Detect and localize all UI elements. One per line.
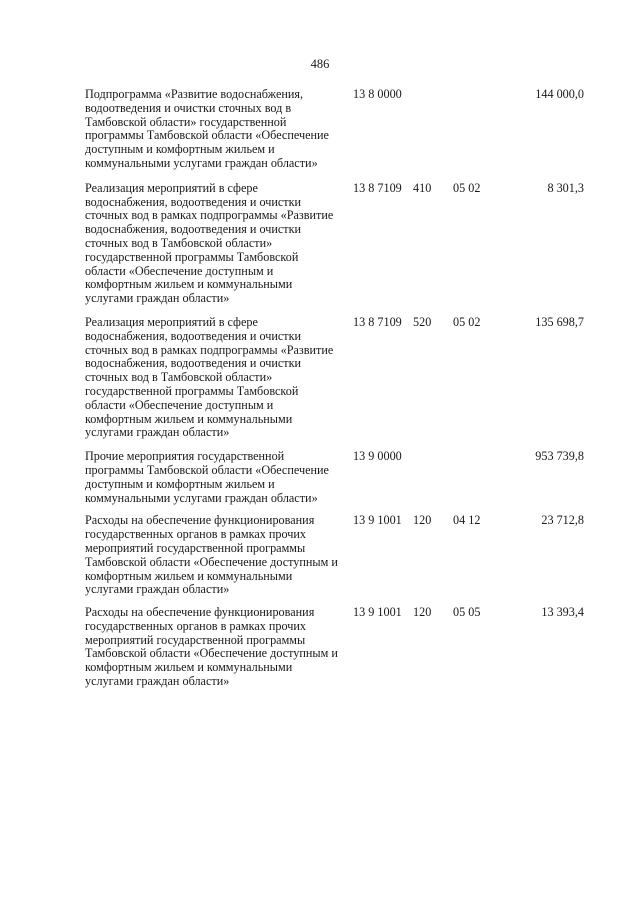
section-subsection-code: 04 12 — [453, 513, 481, 528]
table-row — [0, 182, 640, 306]
expense-type-code: 120 — [413, 513, 432, 528]
target-article-code: 13 9 0000 — [353, 449, 402, 464]
target-article-code: 13 8 0000 — [353, 87, 402, 101]
target-article-code: 13 8 7109 — [353, 314, 402, 329]
table-row — [0, 606, 640, 689]
target-article-code: 13 8 7109 — [353, 180, 402, 195]
table-row — [0, 316, 640, 440]
expense-description: Подпрограмма «Развитие водоснабжения, водоотведения и очистки сточных вод в Тамбовской области» государственной программы Тамбовской области «Обеспечение доступным и комфортным жильем и коммунальными услугами граждан области» — [85, 87, 329, 170]
expense-type-code: 120 — [413, 605, 432, 620]
expense-description: Прочие мероприятия государственной программы Тамбовской области «Обеспечение доступным и комфортным жильем и коммунальными услугами граждан области» — [85, 449, 329, 505]
page-number: 486 — [310, 57, 330, 71]
section-subsection-code: 05 02 — [453, 180, 481, 195]
target-article-code: 13 9 1001 — [353, 605, 402, 620]
table-row — [0, 450, 640, 505]
expense-type-code: 410 — [413, 180, 432, 195]
target-article-code: 13 9 1001 — [353, 513, 402, 528]
amount: 953 739,8 — [535, 449, 584, 464]
table-row — [0, 88, 640, 171]
amount: 135 698,7 — [535, 314, 584, 329]
table-row — [0, 514, 640, 597]
budget-table — [0, 88, 640, 689]
amount: 144 000,0 — [535, 87, 584, 101]
amount: 8 301,3 — [547, 180, 584, 195]
expense-description: Реализация мероприятий в сфере водоснабжения, водоотведения и очистки сточных вод в рамках подпрограммы «Развитие водоснабжения, водоотведения и очистки сточных вод в Тамбовской области» государственной программы Тамбовской области «Обеспечение доступным и комфортным жильем и коммунальными услугами граждан области» — [85, 314, 334, 440]
amount: 13 393,4 — [541, 605, 584, 620]
expense-type-code: 520 — [413, 314, 432, 329]
section-subsection-code: 05 05 — [453, 605, 481, 620]
amount: 23 712,8 — [541, 513, 584, 528]
section-subsection-code: 05 02 — [453, 314, 481, 329]
expense-description: Расходы на обеспечение функционирования государственных органов в рамках прочих мероприятий государственной программы Тамбовской области «Обеспечение доступным и комфортным жильем и коммунальными услугами граждан области» — [85, 513, 338, 597]
expense-description: Расходы на обеспечение функционирования государственных органов в рамках прочих мероприятий государственной программы Тамбовской области «Обеспечение доступным и комфортным жильем и коммунальными услугами граждан области» — [85, 605, 338, 689]
expense-description: Реализация мероприятий в сфере водоснабжения, водоотведения и очистки сточных вод в рамках подпрограммы «Развитие водоснабжения, водоотведения и очистки сточных вод в Тамбовской области» государственной программы Тамбовской области «Обеспечение доступным и комфортным жильем и коммунальными услугами граждан области» — [85, 180, 334, 306]
